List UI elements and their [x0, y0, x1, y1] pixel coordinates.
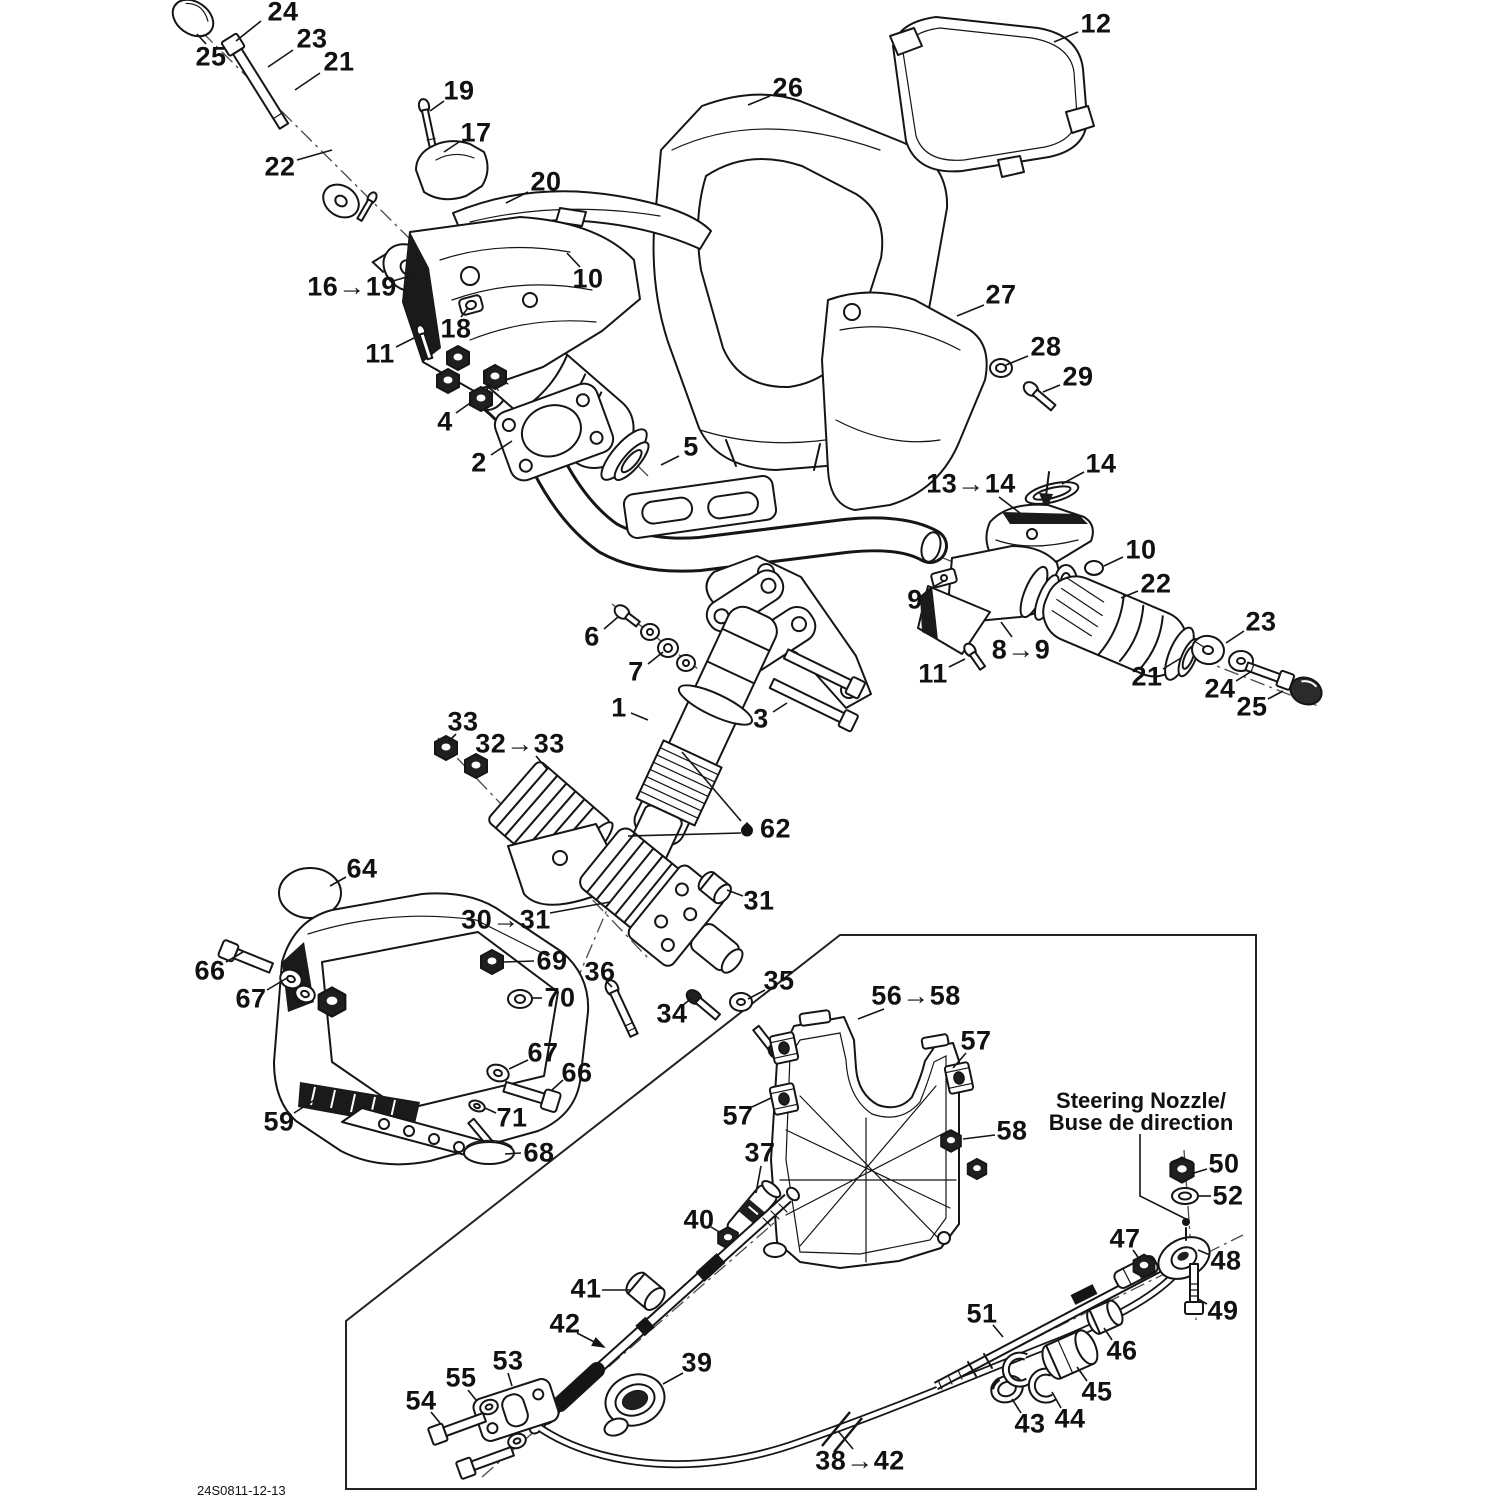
- callout-41: 41: [570, 1273, 602, 1304]
- callout-32-33: 32→33: [475, 728, 565, 759]
- leader-line: [577, 1333, 604, 1347]
- callout-14: 14: [1085, 448, 1117, 479]
- leader-line: [1006, 356, 1028, 365]
- callout-67: 67: [235, 983, 267, 1014]
- callout-47: 47: [1109, 1223, 1141, 1254]
- leader-line: [1226, 631, 1244, 643]
- leader-line: [752, 1098, 771, 1107]
- leader-line: [268, 50, 293, 67]
- callout-17: 17: [460, 117, 492, 148]
- sheet-part-code: 24S0811-12-13: [197, 1483, 286, 1498]
- callout-71: 71: [496, 1102, 528, 1133]
- leader-line: [1236, 671, 1252, 681]
- callout-7: 7: [628, 656, 644, 687]
- callout-24: 24: [267, 0, 299, 27]
- leader-line: [297, 150, 332, 160]
- callout-43: 43: [1014, 1408, 1046, 1439]
- leader-line: [430, 101, 444, 111]
- callout-70: 70: [544, 982, 576, 1013]
- callout-6: 6: [584, 621, 600, 652]
- callout-35: 35: [763, 965, 795, 996]
- callout-4: 4: [437, 406, 453, 437]
- leader-line: [396, 338, 414, 347]
- callout-19: 19: [443, 75, 475, 106]
- callout-55: 55: [445, 1362, 477, 1393]
- callout-3: 3: [753, 703, 769, 734]
- callout-46: 46: [1106, 1335, 1138, 1366]
- callout-12: 12: [1080, 8, 1112, 39]
- leader-line: [1194, 1169, 1207, 1173]
- callout-56-58: 56→58: [871, 980, 961, 1011]
- callout-23: 23: [296, 23, 328, 54]
- callout-26: 26: [772, 72, 804, 103]
- callout-25: 25: [195, 41, 227, 72]
- callout-44: 44: [1054, 1403, 1086, 1434]
- callout-30-31: 30→31: [461, 904, 551, 935]
- callout-31: 31: [743, 885, 775, 916]
- callout-21: 21: [1131, 661, 1163, 692]
- leader-line: [949, 659, 965, 667]
- leader-line: [631, 713, 648, 720]
- leader-line: [456, 401, 473, 413]
- leader-line: [504, 961, 534, 962]
- callout-59: 59: [263, 1106, 295, 1137]
- leader-line: [773, 703, 787, 712]
- callout-29: 29: [1062, 361, 1094, 392]
- callout-13-14: 13→14: [926, 468, 1016, 499]
- callout-53: 53: [492, 1345, 524, 1376]
- callout-66: 66: [561, 1057, 593, 1088]
- callout-10: 10: [572, 263, 604, 294]
- callout-1: 1: [611, 692, 627, 723]
- callout-27: 27: [985, 279, 1017, 310]
- callout-9: 9: [907, 584, 923, 615]
- callout-8-9: 8→9: [991, 634, 1051, 665]
- callout-62: 62: [741, 814, 791, 845]
- callout-64: 64: [346, 853, 378, 884]
- callout-10: 10: [1125, 534, 1157, 565]
- callout-16-19: 16→19: [307, 271, 397, 302]
- callout-36: 36: [584, 956, 616, 987]
- leader-line: [648, 652, 663, 664]
- steering-nozzle-note-line1: Steering Nozzle/: [1056, 1088, 1226, 1113]
- callout-54: 54: [405, 1385, 437, 1416]
- callout-48: 48: [1210, 1245, 1242, 1276]
- callout-68: 68: [523, 1137, 555, 1168]
- callout-57: 57: [722, 1100, 754, 1131]
- gauge-support-cover-drawing: [890, 17, 1094, 177]
- leader-line: [1104, 557, 1123, 566]
- callout-11: 11: [365, 338, 395, 369]
- callout-57: 57: [960, 1025, 992, 1056]
- steering-nozzle-note-line2: Buse de direction: [1048, 1110, 1234, 1135]
- right-grip-assembly-drawing: [918, 472, 1326, 709]
- leader-line: [661, 456, 679, 465]
- callout-52: 52: [1212, 1180, 1244, 1211]
- callout-40: 40: [683, 1204, 715, 1235]
- leader-line: [963, 1135, 995, 1139]
- leader-line: [663, 1373, 683, 1384]
- leader-line: [236, 21, 261, 41]
- callout-49: 49: [1207, 1295, 1239, 1326]
- callout-22: 22: [1140, 568, 1172, 599]
- callout-25: 25: [1236, 691, 1268, 722]
- callout-42: 42: [549, 1308, 581, 1339]
- callout-24: 24: [1204, 673, 1236, 704]
- callout-67: 67: [527, 1037, 559, 1068]
- callout-51: 51: [966, 1298, 998, 1329]
- leader-line: [1043, 385, 1060, 392]
- leader-line: [1268, 691, 1283, 699]
- callout-38-42: 38→42: [815, 1445, 905, 1476]
- callout-39: 39: [681, 1347, 713, 1378]
- callout-28: 28: [1030, 331, 1062, 362]
- callout-2: 2: [471, 447, 487, 478]
- callout-33: 33: [447, 706, 479, 737]
- leader-line: [295, 73, 320, 90]
- callout-20: 20: [530, 166, 562, 197]
- callout-37: 37: [744, 1137, 776, 1168]
- callout-45: 45: [1081, 1376, 1113, 1407]
- callout-34: 34: [656, 998, 688, 1029]
- callout-11: 11: [918, 658, 948, 689]
- callout-22: 22: [264, 151, 296, 182]
- callout-21: 21: [323, 46, 355, 77]
- callout-23: 23: [1245, 606, 1277, 637]
- tie-rod-ball-joint-drawing: [936, 1157, 1217, 1406]
- callout-58: 58: [996, 1115, 1028, 1146]
- callout-69: 69: [536, 945, 568, 976]
- callout-50: 50: [1208, 1148, 1240, 1179]
- lubricant-drop-icon: [738, 822, 755, 839]
- callout-66: 66: [194, 955, 226, 986]
- leader-line: [957, 305, 984, 316]
- callout-5: 5: [683, 431, 699, 462]
- leader-line: [505, 1153, 521, 1154]
- leader-line: [604, 617, 618, 629]
- callout-18: 18: [440, 313, 472, 344]
